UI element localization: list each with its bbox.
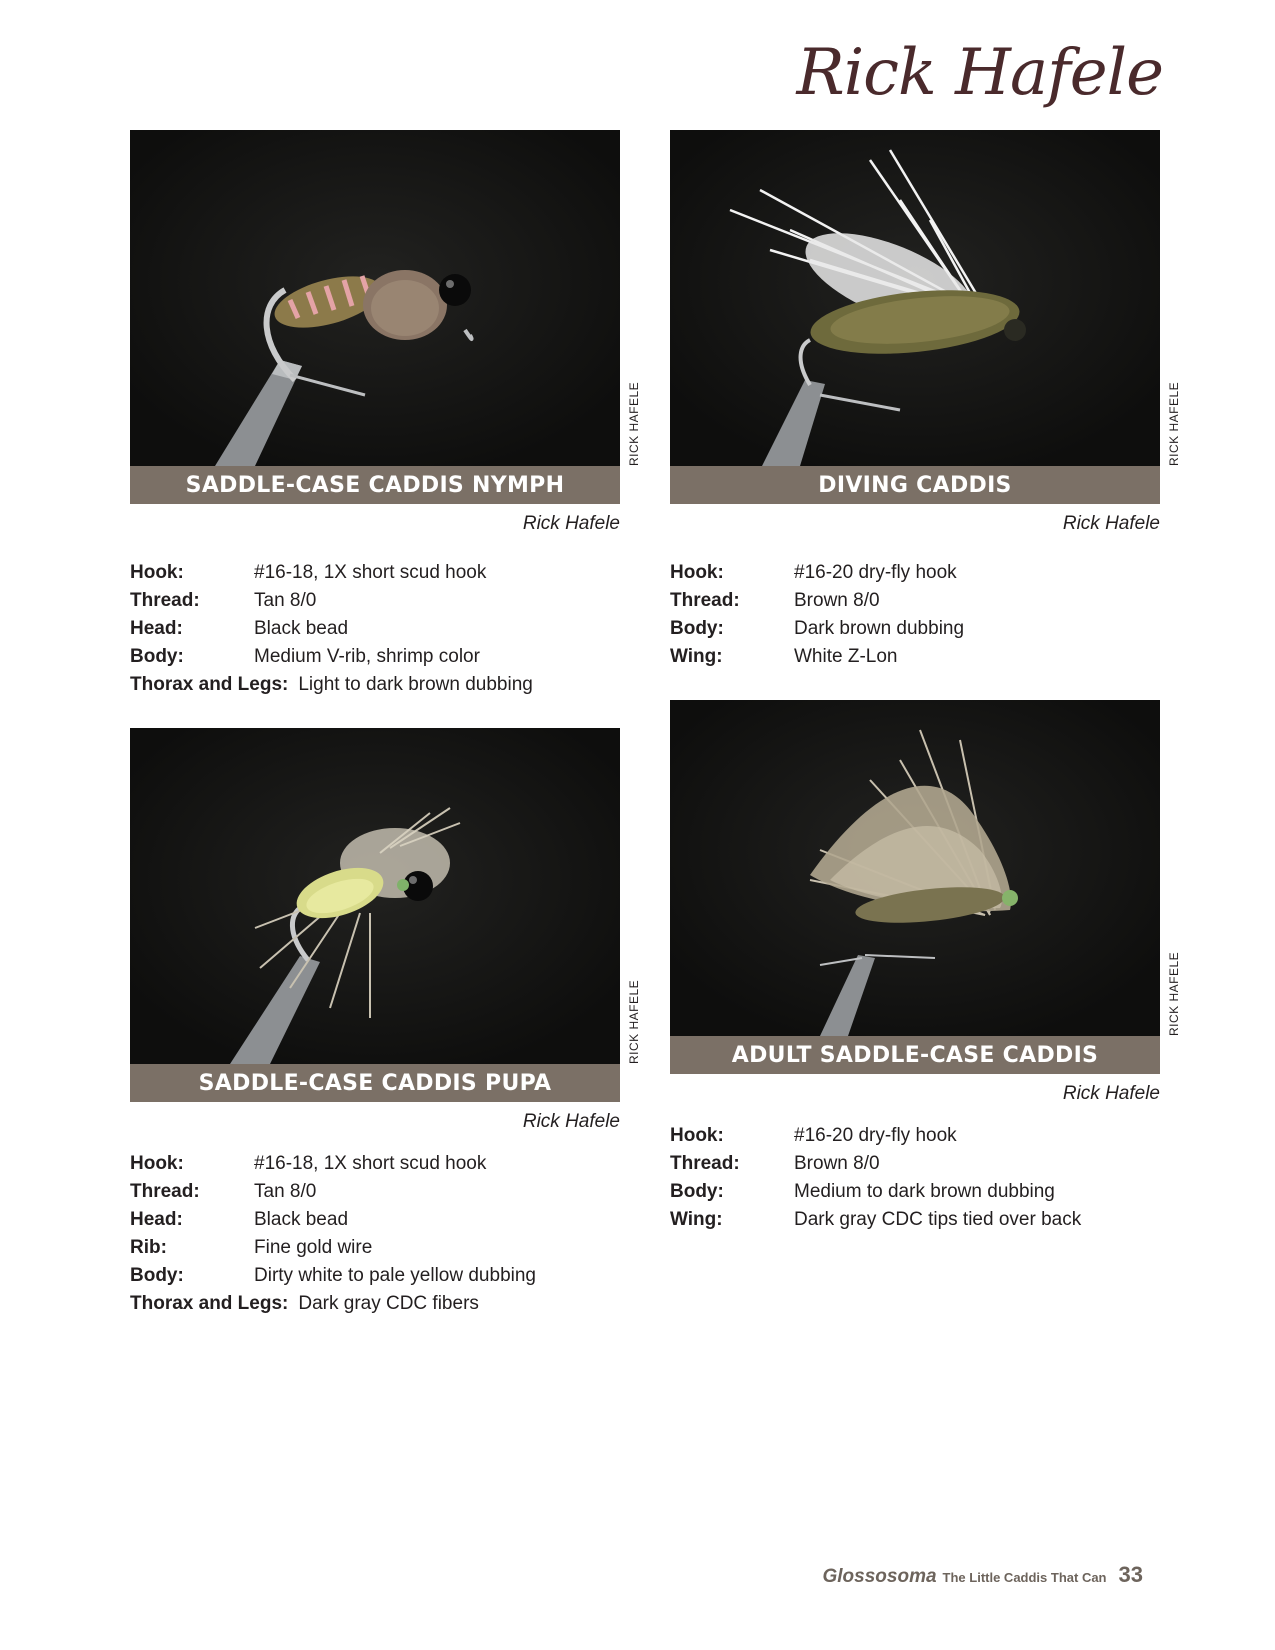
recipe-row: Head: Black bead — [130, 1209, 349, 1230]
recipe-row: Body: Medium V-rib, shrimp color — [130, 646, 480, 667]
recipe-row: Wing: Dark gray CDC tips tied over back — [670, 1209, 1082, 1230]
recipe-diving — [670, 559, 1160, 671]
page-number: 33 — [1118, 1562, 1143, 1587]
footer-subtitle: The Little Caddis That Can — [942, 1570, 1107, 1585]
fly-photo-adult — [670, 700, 1160, 1036]
fly-title-banner: ADULT SADDLE-CASE CADDIS — [670, 1036, 1160, 1074]
recipe-row: Thread: Tan 8/0 — [130, 590, 317, 611]
recipe-row: Hook: #16-18, 1X short scud hook — [130, 1153, 487, 1174]
recipe-row: Hook: #16-20 dry-fly hook — [670, 1125, 957, 1146]
recipe-row: Wing: White Z-Lon — [670, 646, 898, 667]
fly-photo-pupa — [130, 728, 620, 1064]
recipe-row: Hook: #16-20 dry-fly hook — [670, 562, 957, 583]
recipe-row: Hook: #16-18, 1X short scud hook — [130, 562, 487, 583]
tier-credit: Rick Hafele — [1062, 1083, 1160, 1104]
recipe-row: Rib: Fine gold wire — [130, 1237, 373, 1258]
tier-credit: Rick Hafele — [522, 1111, 620, 1132]
fly-card-diving: DIVING CADDIS RICK HAFELE Rick Hafele — [670, 130, 1160, 535]
fly-card-nymph: SADDLE-CASE CADDIS NYMPH RICK HAFELE Rick Hafele — [130, 130, 620, 535]
page-footer — [823, 1562, 1144, 1588]
recipe-pupa — [130, 1150, 620, 1318]
recipe-row: Body: Medium to dark brown dubbing — [670, 1181, 1055, 1202]
recipe-row: Thread: Brown 8/0 — [670, 1153, 880, 1174]
recipe-row: Body: Dirty white to pale yellow dubbing — [130, 1265, 536, 1286]
recipe-row: Head: Black bead — [130, 618, 349, 639]
tier-credit: Rick Hafele — [1062, 513, 1160, 534]
fly-card-pupa: SADDLE-CASE CADDIS PUPA RICK HAFELE Rick Hafele — [130, 728, 620, 1133]
recipe-nymph — [130, 559, 620, 699]
recipe-row: Thread: Tan 8/0 — [130, 1181, 317, 1202]
fly-title-banner: SADDLE-CASE CADDIS NYMPH — [130, 466, 620, 504]
recipe-row: Thorax and Legs: Light to dark brown dubbing — [130, 674, 533, 695]
footer-genus: Glossosoma — [822, 1566, 937, 1587]
recipe-row: Thread: Brown 8/0 — [670, 590, 880, 611]
fly-photo-diving — [670, 130, 1160, 466]
fly-card-adult: ADULT SADDLE-CASE CADDIS RICK HAFELE Rick Hafele — [670, 700, 1160, 1105]
page-title: Rick Hafele — [796, 36, 1163, 110]
fly-photo-nymph — [130, 130, 620, 466]
fly-title-banner: SADDLE-CASE CADDIS PUPA — [130, 1064, 620, 1102]
fly-title-banner: DIVING CADDIS — [670, 466, 1160, 504]
recipe-row: Thorax and Legs: Dark gray CDC fibers — [130, 1293, 479, 1314]
tier-credit: Rick Hafele — [522, 513, 620, 534]
recipe-row: Body: Dark brown dubbing — [670, 618, 965, 639]
recipe-adult — [670, 1122, 1160, 1234]
